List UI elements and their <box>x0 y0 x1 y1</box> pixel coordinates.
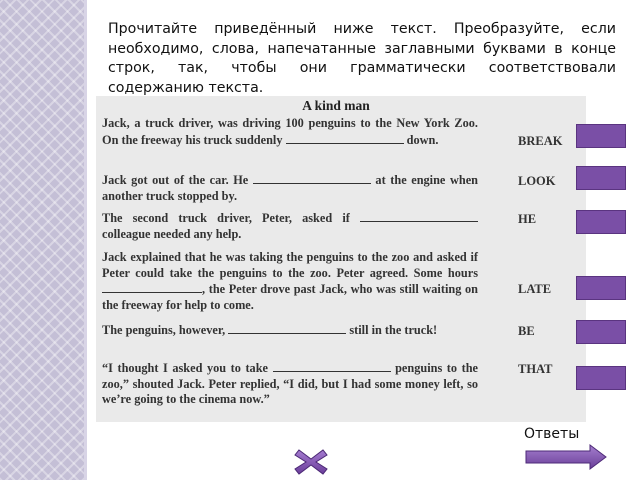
paragraph-3-after: colleague needed any help. <box>102 226 242 241</box>
paragraph-2-before: Jack got out of the car. He <box>102 173 253 187</box>
side-band-edge <box>84 0 87 480</box>
arrow-right-icon[interactable] <box>524 444 608 470</box>
close-icon[interactable] <box>293 446 329 478</box>
paragraph-4-before: Jack explained that he was taking the penguins to the zoo and asked if Peter could take the penguins to the zoo. Peter agreed. Some hours <box>102 250 478 280</box>
paragraph-5 <box>102 322 478 339</box>
paragraph-1-after: down. <box>403 132 439 147</box>
task-instruction: Прочитайте приведённый ниже текст. Преобразуйте, если необходимо, слова, напечатанные заглавными буквами в конце строк, так, чтобы они грамматически соответствовали содержанию текста. <box>108 21 616 96</box>
decorative-side-band <box>0 0 84 480</box>
paragraph-2 <box>102 172 478 204</box>
answer-box-look[interactable] <box>576 166 626 190</box>
paragraph-6 <box>102 360 478 408</box>
gap-4[interactable] <box>102 281 202 293</box>
word-that: THAT <box>518 362 553 376</box>
answer-box-that[interactable] <box>576 366 626 390</box>
paragraph-3-before: The second truck driver, Peter, asked if <box>102 211 360 225</box>
answer-box-be[interactable] <box>576 320 626 344</box>
paragraph-2-after: at the engine when another truck stopped by. <box>102 173 478 203</box>
answer-box-break[interactable] <box>576 124 626 148</box>
word-be: BE <box>518 324 535 338</box>
paragraph-1-before: Jack, a truck driver, was driving 100 penguins to the New York Zoo. On the freeway his truck suddenly <box>102 116 478 147</box>
gap-5[interactable] <box>228 322 346 334</box>
paragraph-4-after: , the Peter drove past Jack, who was still waiting on the freeway for help to come. <box>102 282 478 312</box>
word-late: LATE <box>518 282 552 296</box>
answer-box-late[interactable] <box>576 276 626 300</box>
paragraph-6-before: “I thought I asked you to take <box>102 361 273 375</box>
gap-3[interactable] <box>360 210 478 222</box>
answer-box-he[interactable] <box>576 210 626 234</box>
paragraph-4 <box>102 250 478 313</box>
gap-2[interactable] <box>253 172 371 184</box>
paragraph-1 <box>102 116 478 148</box>
word-look: LOOK <box>518 174 556 188</box>
paragraph-6-after: penguins to the zoo,” shouted Jack. Peter replied, “I did, but I had some money left, so we’re going to the cinema now.” <box>102 361 478 406</box>
text-title: A kind man <box>302 98 370 113</box>
gap-1[interactable] <box>286 132 404 144</box>
paragraph-3 <box>102 210 478 242</box>
answers-label: Ответы <box>524 426 580 442</box>
paragraph-5-before: The penguins, however, <box>102 323 229 337</box>
paragraph-5-after: still in the truck! <box>346 323 438 337</box>
word-he: HE <box>518 212 537 226</box>
gap-6[interactable] <box>273 360 391 372</box>
word-break: BREAK <box>518 134 563 148</box>
